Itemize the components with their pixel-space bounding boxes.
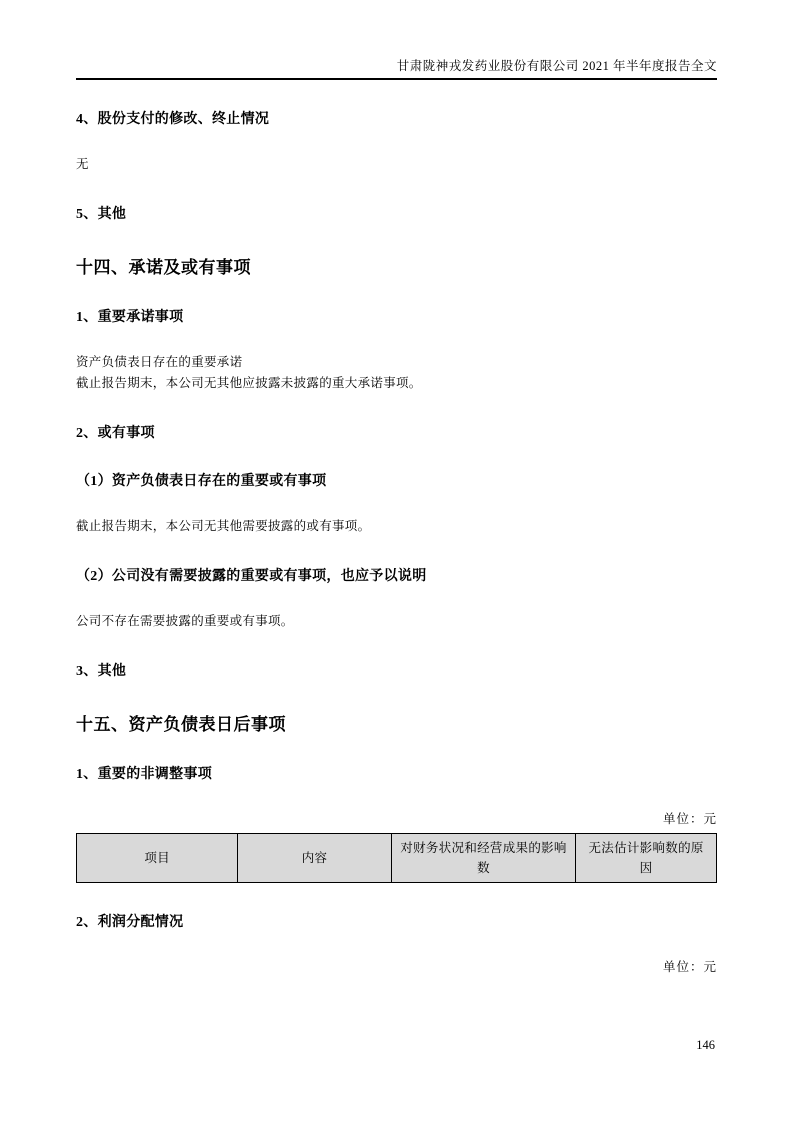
heading-non-adjusting-events: 1、重要的非调整事项 [76, 767, 212, 782]
table-header-reason: 无法估计影响数的原因 [576, 834, 717, 883]
table-header-impact: 对财务状况和经营成果的影响数 [391, 834, 575, 883]
heading-profit-distribution: 2、利润分配情况 [76, 915, 184, 930]
commitments-line-2: 截止报告期末，本公司无其他应披露未披露的重大承诺事项。 [76, 376, 422, 390]
running-header [76, 0, 717, 80]
page-number: 146 [696, 1038, 715, 1052]
unit-label-non-adjusting: 单位：元 [662, 812, 717, 826]
heading-important-commitments: 1、重要承诺事项 [76, 310, 184, 325]
paragraph-commitments [76, 352, 717, 394]
table-header-item: 项目 [77, 834, 238, 883]
heading-others-5: 5、其他 [76, 207, 127, 222]
heading-contingencies: 2、或有事项 [76, 426, 155, 441]
paragraph-contingencies-item2: 公司不存在需要披露的重要或有事项。 [76, 614, 294, 628]
page-content [76, 0, 717, 975]
running-header-title: 甘肃陇神戎发药业股份有限公司 2021 年半年度报告全文 [396, 59, 717, 73]
commitments-line-1: 资产负债表日存在的重要承诺 [76, 355, 243, 369]
heading-share-payment-changes: 4、股份支付的修改、终止情况 [76, 112, 270, 127]
non-adjusting-events-table [76, 833, 717, 883]
heading-contingencies-item2: （2）公司没有需要披露的重要或有事项，也应予以说明 [76, 569, 427, 584]
heading-ch14-commitments-contingencies: 十四、承诺及或有事项 [76, 258, 251, 277]
table-header-content: 内容 [238, 834, 392, 883]
heading-others-3: 3、其他 [76, 664, 127, 679]
table-header-row [77, 834, 717, 883]
heading-ch15-post-balance-sheet-events: 十五、资产负债表日后事项 [76, 715, 286, 734]
paragraph-none: 无 [76, 157, 89, 171]
unit-label-profit-distribution: 单位：元 [662, 960, 717, 974]
paragraph-contingencies-item1: 截止报告期末，本公司无其他需要披露的或有事项。 [76, 519, 371, 533]
heading-contingencies-item1: （1）资产负债表日存在的重要或有事项 [76, 474, 327, 489]
